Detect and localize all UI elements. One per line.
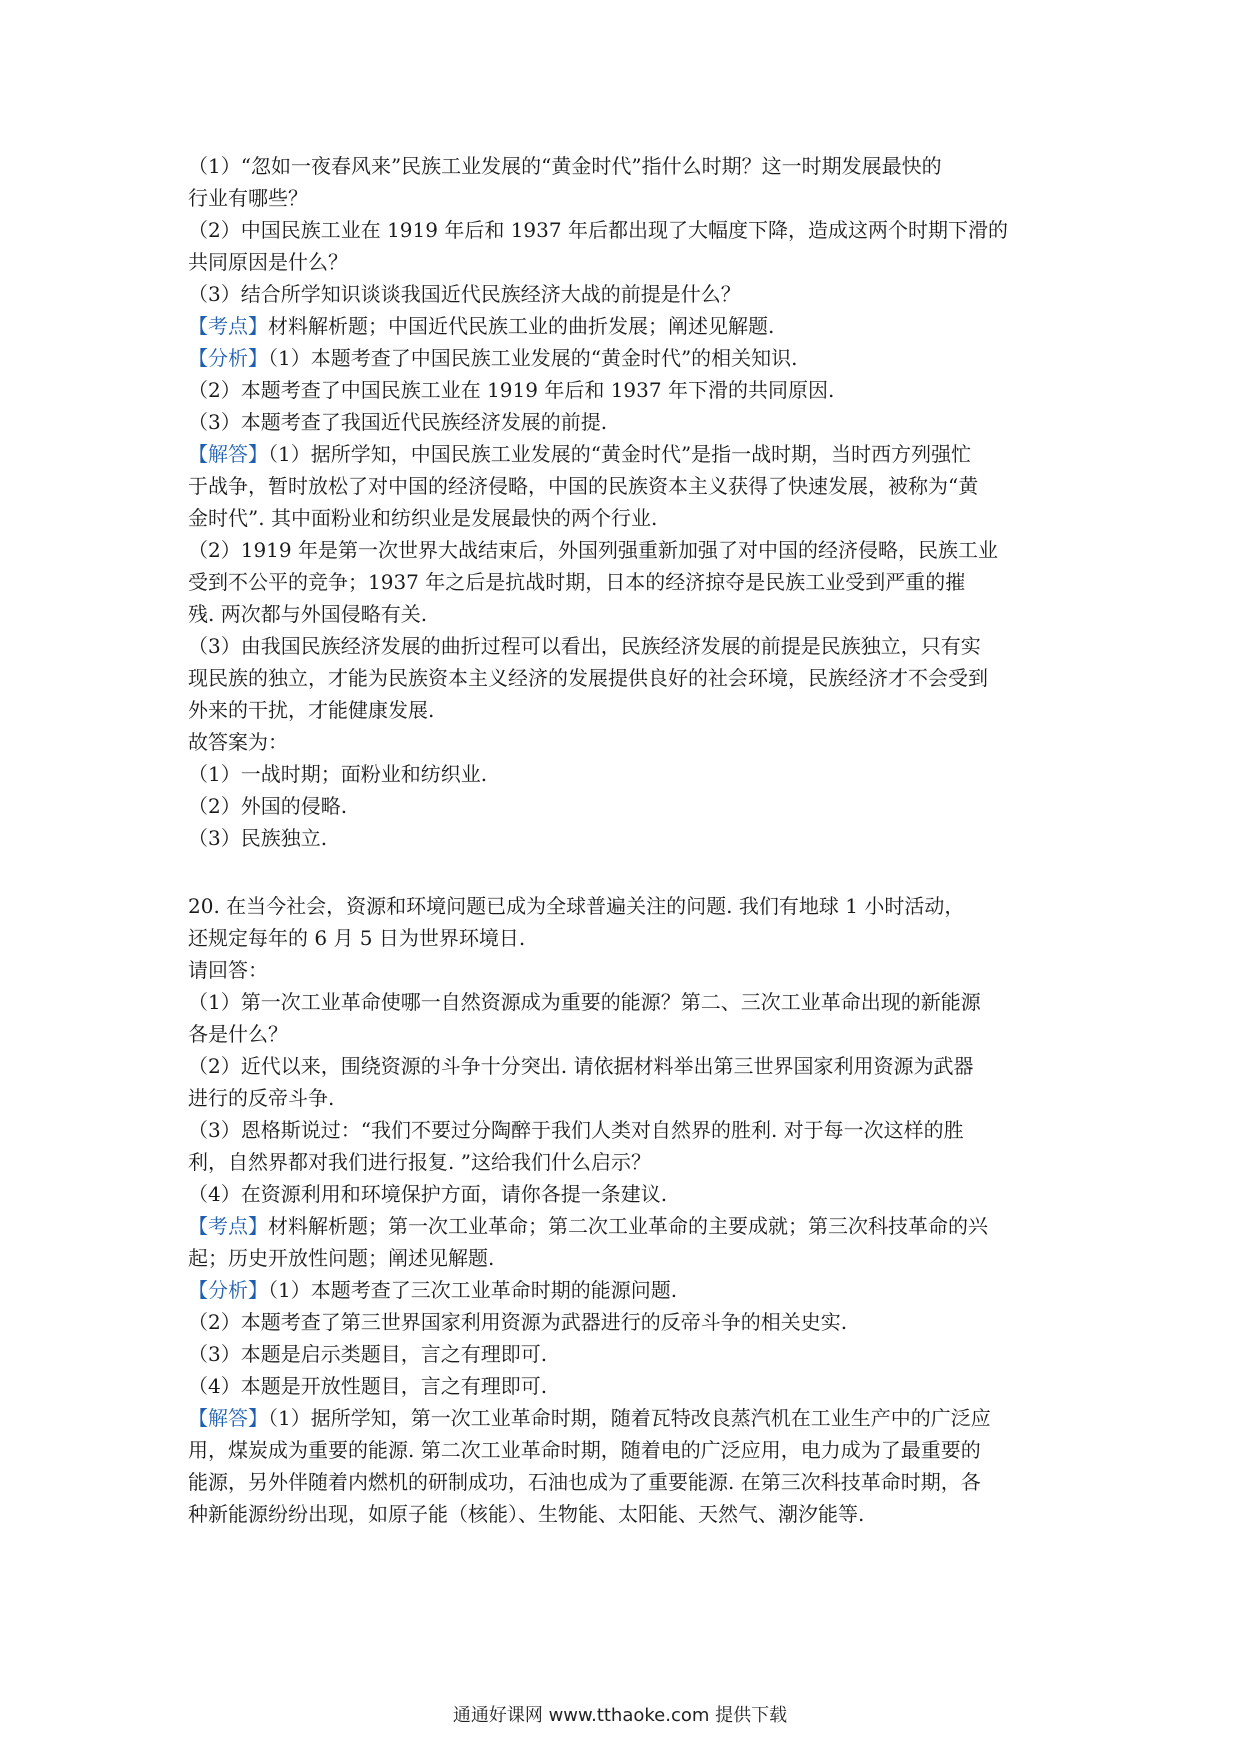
q19-jieda-1b: 于战争，暂时放松了对中国的经济侵略，中国的民族资本主义获得了快速发展，被称为“黄 — [188, 474, 979, 498]
q19-kaodian — [188, 310, 1068, 342]
q20-fenxi-2: （2）本题考查了第三世界国家利用资源为武器进行的反帝斗争的相关史实. — [188, 1310, 848, 1334]
q20-fenxi-1 — [188, 1274, 1068, 1306]
kaodian-text: 材料解析题；中国近代民族工业的曲折发展；阐述见解题. — [268, 314, 775, 338]
q20-sub2-line2: 进行的反帝斗争. — [188, 1086, 335, 1110]
q20-kaodian-a — [188, 1210, 1068, 1242]
q20-jieda-1c: 能源，另外伴随着内燃机的研制成功，石油也成为了重要能源. 在第三次科技革命时期，各 — [188, 1470, 981, 1494]
fenxi-tag: 【分析】 — [188, 1278, 268, 1302]
q19-sub1-line2: 行业有哪些？ — [188, 186, 308, 210]
kaodian-tag: 【考点】 — [188, 314, 268, 338]
q19-sub2-line1: （2）中国民族工业在 1919 年后和 1937 年后都出现了大幅度下降，造成这两个时期下滑的 — [188, 218, 1008, 242]
kaodian-text: 材料解析题；第一次工业革命；第二次工业革命的主要成就；第三次科技革命的兴 — [268, 1214, 988, 1238]
jieda-text: （1）据所学知，中国民族工业发展的“黄金时代”是指一战时期，当时西方列强忙 — [268, 442, 972, 466]
q20-fenxi-4: （4）本题是开放性题目，言之有理即可. — [188, 1374, 548, 1398]
q19-jieda-1a — [188, 438, 1068, 470]
q20-kaodian-b: 起；历史开放性问题；阐述见解题. — [188, 1246, 495, 1270]
q19-fenxi-3: （3）本题考查了我国近代民族经济发展的前提. — [188, 410, 608, 434]
q19-final-1: （1）一战时期；面粉业和纺织业. — [188, 762, 488, 786]
jieda-tag: 【解答】 — [188, 1406, 268, 1430]
q19-sub2-line2: 共同原因是什么？ — [188, 250, 348, 274]
q19-jieda-3a: （3）由我国民族经济发展的曲折过程可以看出，民族经济发展的前提是民族独立，只有实 — [188, 634, 981, 658]
q19-final-intro: 故答案为： — [188, 730, 288, 754]
page-footer: 通通好课网 www.tthaoke.com 提供下载 — [452, 1705, 788, 1726]
section-gap — [188, 854, 1068, 890]
q20-jieda-1b: 用，煤炭成为重要的能源. 第二次工业革命时期，随着电的广泛应用，电力成为了最重要的 — [188, 1438, 981, 1462]
jieda-text: （1）据所学知，第一次工业革命时期，随着瓦特改良蒸汽机在工业生产中的广泛应 — [268, 1406, 991, 1430]
q20-jieda-1d: 种新能源纷纷出现，如原子能（核能）、生物能、太阳能、天然气、潮汐能等. — [188, 1502, 865, 1526]
q19-sub1-line1: （1）“忽如一夜春风来”民族工业发展的“黄金时代”指什么时期？这一时期发展最快的 — [188, 154, 942, 178]
q19-jieda-2a: （2）1919 年是第一次世界大战结束后，外国列强重新加强了对中国的经济侵略，民族工业 — [188, 538, 998, 562]
q19-final-3: （3）民族独立. — [188, 826, 328, 850]
q20-prompt: 请回答： — [188, 958, 268, 982]
page-content — [188, 150, 1068, 1530]
q19-sub3: （3）结合所学知识谈谈我国近代民族经济大战的前提是什么？ — [188, 282, 741, 306]
q20-sub3-line2: 利，自然界都对我们进行报复. ”这给我们什么启示？ — [188, 1150, 651, 1174]
kaodian-tag: 【考点】 — [188, 1214, 268, 1238]
q20-sub3-line1: （3）恩格斯说过：“我们不要过分陶醉于我们人类对自然界的胜利. 对于每一次这样的胜 — [188, 1118, 964, 1142]
q19-jieda-3c: 外来的干扰，才能健康发展. — [188, 698, 435, 722]
q19-jieda-1c: 金时代”. 其中面粉业和纺织业是发展最快的两个行业. — [188, 506, 658, 530]
q20-sub1-line1: （1）第一次工业革命使哪一自然资源成为重要的能源？第二、三次工业革命出现的新能源 — [188, 990, 981, 1014]
jieda-tag: 【解答】 — [188, 442, 268, 466]
fenxi-tag: 【分析】 — [188, 346, 268, 370]
q20-fenxi-3: （3）本题是启示类题目，言之有理即可. — [188, 1342, 548, 1366]
q20-sub1-line2: 各是什么？ — [188, 1022, 288, 1046]
q19-fenxi-2: （2）本题考查了中国民族工业在 1919 年后和 1937 年下滑的共同原因. — [188, 378, 835, 402]
q19-final-2: （2）外国的侵略. — [188, 794, 348, 818]
q20-sub2-line1: （2）近代以来，围绕资源的斗争十分突出. 请依据材料举出第三世界国家利用资源为武器 — [188, 1054, 974, 1078]
q19-jieda-2b: 受到不公平的竞争；1937 年之后是抗战时期，日本的经济掠夺是民族工业受到严重的摧 — [188, 570, 966, 594]
q20-stem-line1: 20. 在当今社会，资源和环境问题已成为全球普遍关注的问题. 我们有地球 1 小时活动， — [188, 894, 965, 918]
q19-jieda-3b: 现民族的独立，才能为民族资本主义经济的发展提供良好的社会环境，民族经济才不会受到 — [188, 666, 988, 690]
q20-sub4: （4）在资源利用和环境保护方面，请你各提一条建议. — [188, 1182, 668, 1206]
q20-stem-line2: 还规定每年的 6 月 5 日为世界环境日. — [188, 926, 526, 950]
fenxi-text: （1）本题考查了中国民族工业发展的“黄金时代”的相关知识. — [268, 346, 798, 370]
fenxi-text: （1）本题考查了三次工业革命时期的能源问题. — [268, 1278, 678, 1302]
q20-jieda-1a — [188, 1402, 1068, 1434]
q19-fenxi-1 — [188, 342, 1068, 374]
q19-jieda-2c: 残. 两次都与外国侵略有关. — [188, 602, 428, 626]
